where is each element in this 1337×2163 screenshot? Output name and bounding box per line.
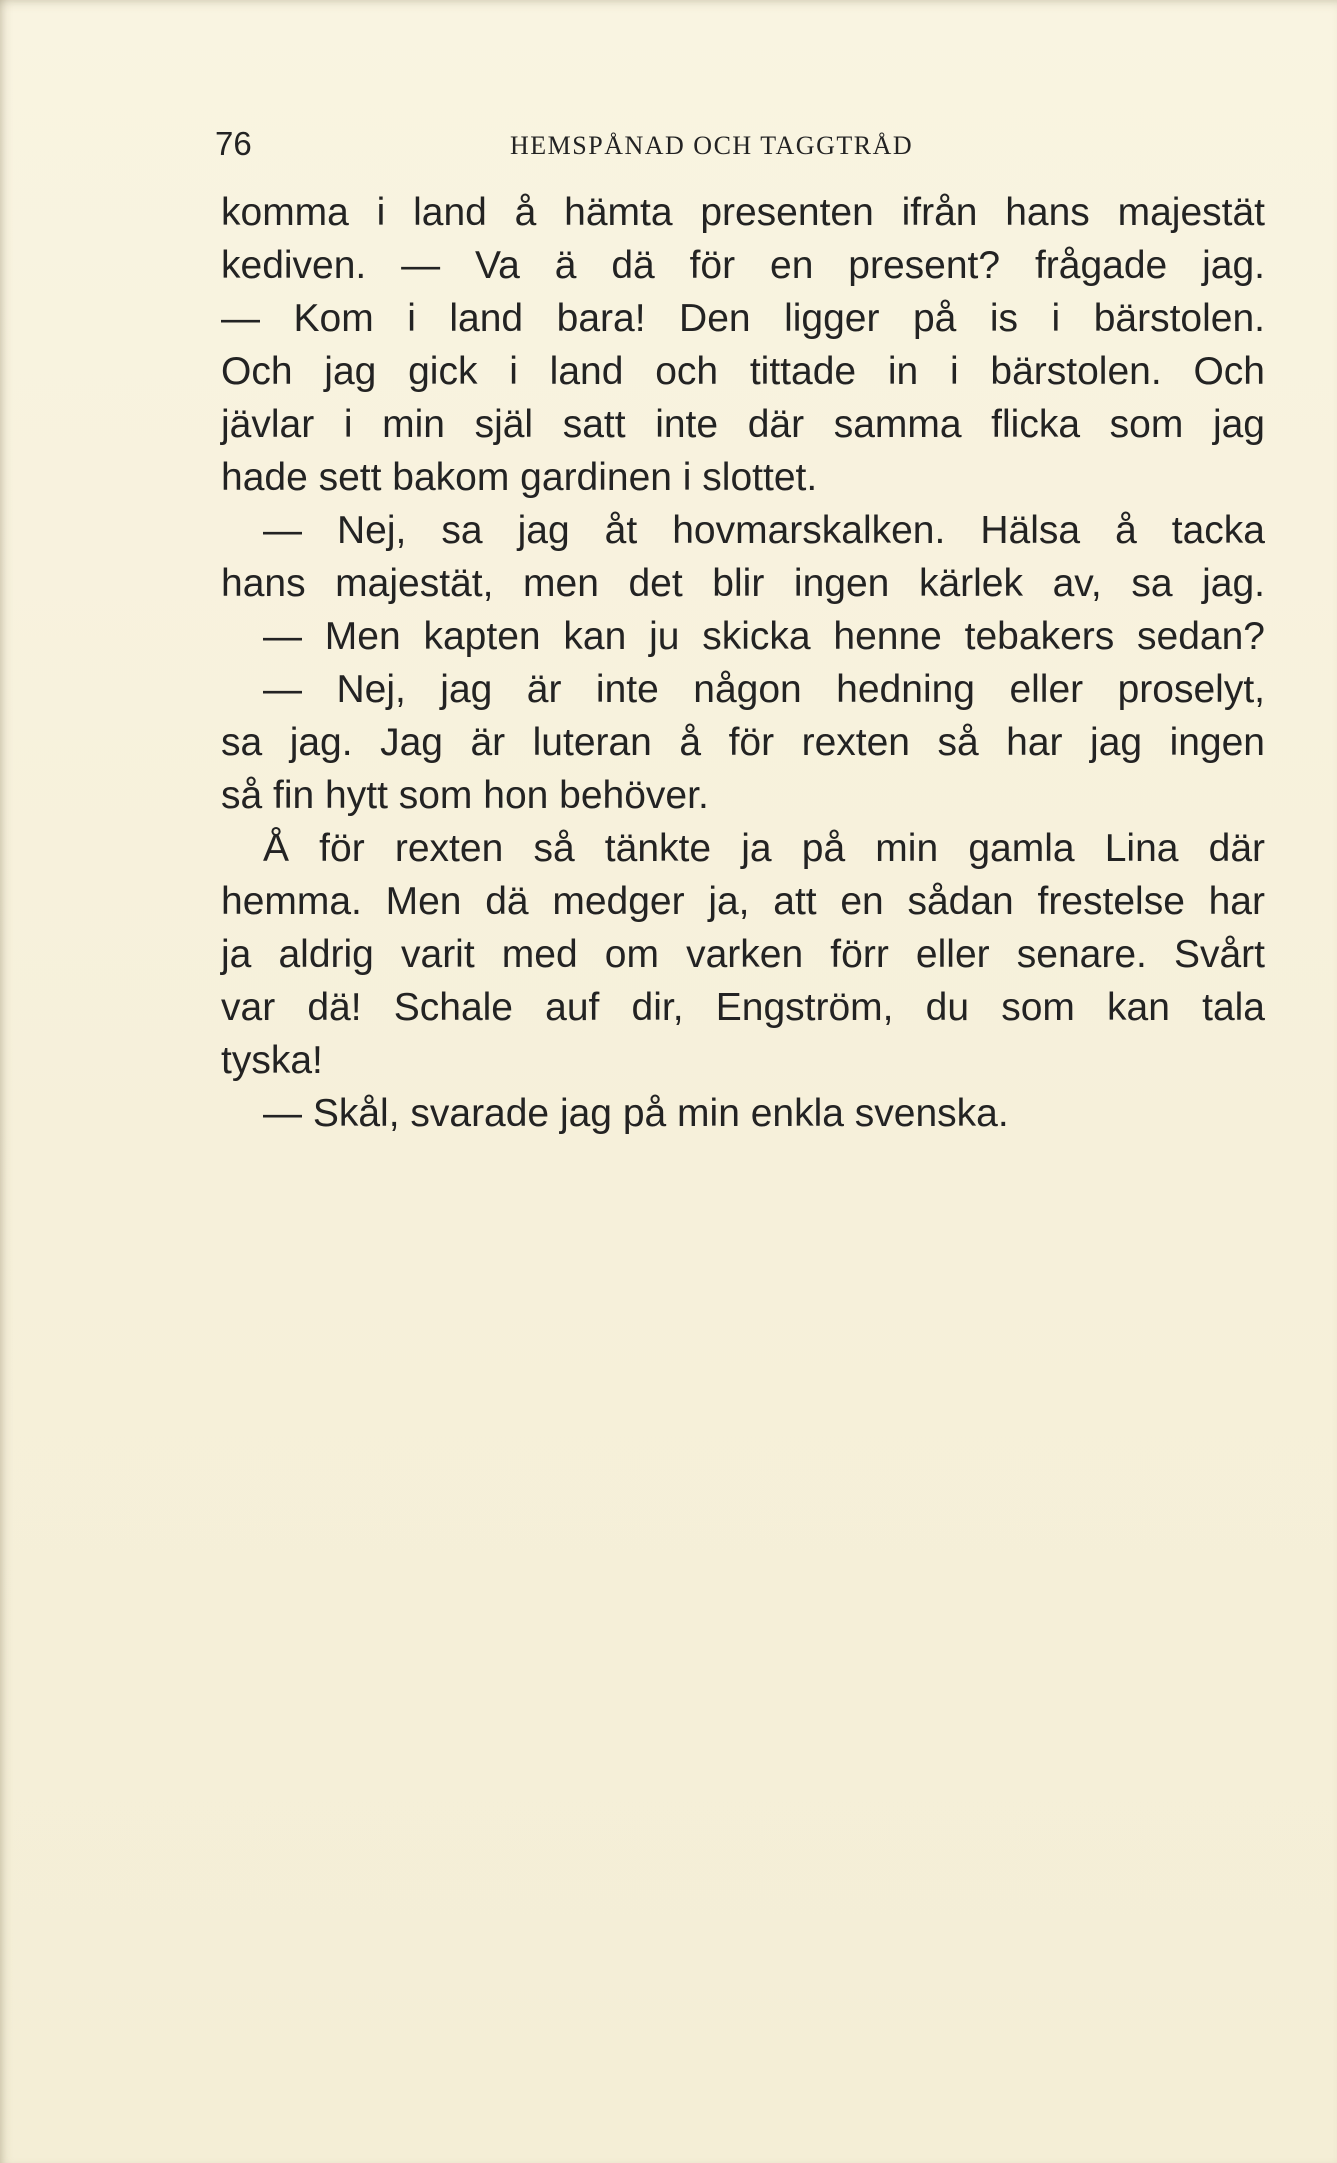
- text-line: jävlar i min själ satt inte där samma flicka som jag: [221, 403, 1265, 446]
- text-line: hade sett bakom gardinen i slottet.: [221, 456, 818, 499]
- book-title: HEMSPÅNAD OCH TAGGTRÅD: [510, 131, 914, 160]
- text-line: var dä! Schale auf dir, Engström, du som kan tala: [221, 986, 1265, 1029]
- text-line: — Skål, svarade jag på min enkla svenska.: [263, 1092, 1009, 1135]
- text-line: Och jag gick i land och tittade in i bärstolen. Och: [221, 350, 1265, 393]
- text-line: ja aldrig varit med om varken förr eller senare. Svårt: [221, 933, 1265, 976]
- text-line: — Nej, sa jag åt hovmarskalken. Hälsa å tacka: [263, 509, 1265, 552]
- text-line: tyska!: [221, 1039, 323, 1082]
- text-line: — Nej, jag är inte någon hedning eller proselyt,: [263, 668, 1265, 711]
- text-line: kediven. — Va ä dä för en present? frågade jag.: [221, 244, 1265, 287]
- text-line: sa jag. Jag är luteran å för rexten så har jag ingen: [221, 721, 1265, 764]
- page-number: 76: [215, 125, 252, 162]
- text-line: — Kom i land bara! Den ligger på is i bärstolen.: [221, 297, 1265, 340]
- text-line: så fin hytt som hon behöver.: [221, 774, 709, 817]
- running-head: [215, 124, 1275, 164]
- text-line: hans majestät, men det blir ingen kärlek av, sa jag.: [221, 562, 1265, 605]
- text-line: — Men kapten kan ju skicka henne tebakers sedan?: [263, 615, 1265, 658]
- text-line: komma i land å hämta presenten ifrån hans majestät: [221, 191, 1265, 234]
- body-text: [221, 186, 1265, 1140]
- text-line: Å för rexten så tänkte ja på min gamla Lina där: [263, 827, 1265, 870]
- text-line: hemma. Men dä medger ja, att en sådan frestelse har: [221, 880, 1265, 923]
